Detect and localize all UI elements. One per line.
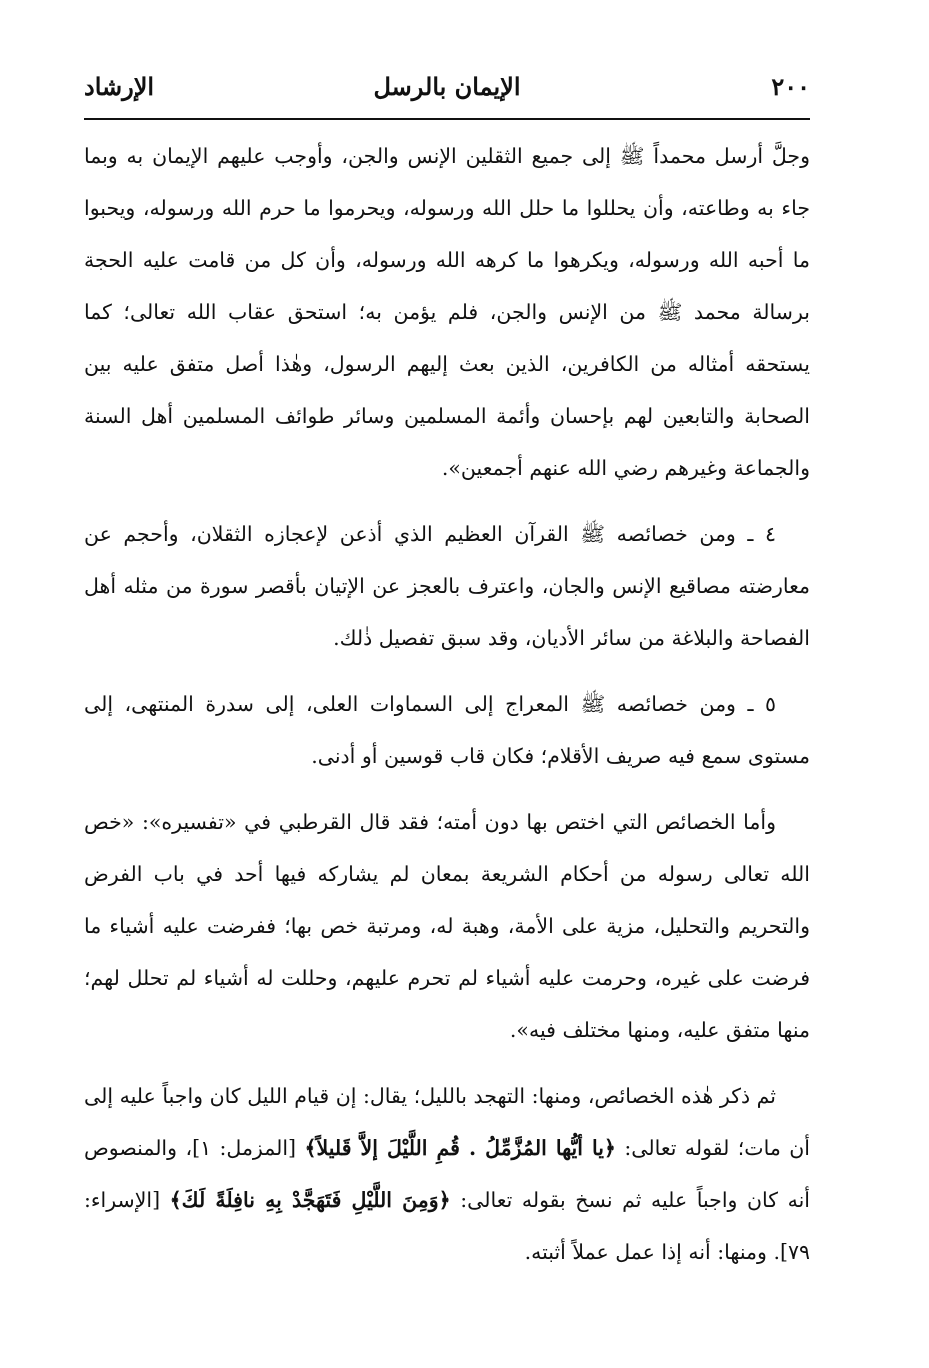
header-rule <box>84 118 810 120</box>
page-body <box>84 130 810 1278</box>
chapter-title: الإيمان بالرسل <box>373 72 521 101</box>
tahajjud-text-3: [الإسراء: ٧٩]. ومنها: أنه إذا عمل عملاً أثبته. <box>84 1188 810 1264</box>
paragraph-tahajjud <box>84 1070 810 1278</box>
tahajjud-text-1: ثم ذكر هٰذه الخصائص، ومنها: التهجد بالليل؛ يقال: إن قيام الليل كان واجباً عليه إلى أن مات؛ لقوله تعالى: <box>84 1084 810 1160</box>
paragraph-feature-5: ٥ ـ ومن خصائصه ﷺ المعراج إلى السماوات العلى، إلى سدرة المنتهى، إلى مستوى سمع فيه صريف الأقلام؛ فكان قاب قوسين أو أدنى. <box>84 692 810 768</box>
tahajjud-text-2: [المزمل: ١]، والمنصوص أنه كان واجباً عليه ثم نسخ بقوله تعالى: <box>84 1136 810 1212</box>
paragraph-qurtubi: وأما الخصائص التي اختص بها دون أمته؛ فقد قال القرطبي في «تفسيره»: «خص الله تعالى رسوله من أحكام الشريعة بمعان لم يشاركه فيها أحد في باب الفرض والتحريم والتحليل، مزية على الأمة، وهبة له، ومرتبة خص بها؛ ففرضت عليه أشياء ما فرضت على غيره، وحرمت عليه أشياء لم تحرم عليهم، وحللت له أشياء لم تحلل لهم؛ منها متفق عليه، ومنها مختلف فيه». <box>84 810 810 1042</box>
book-page <box>84 68 810 1278</box>
paragraph-quote-continuation: وجلَّ أرسل محمداً ﷺ إلى جميع الثقلين الإنس والجن، وأوجب عليهم الإيمان به وبما جاء به وطاعته، وأن يحللوا ما حلل الله ورسوله، ويحرموا ما حرم الله ورسوله، ويحبوا ما أحبه الله ورسوله، ويكرهوا ما كرهه الله ورسوله، وأن كل من قامت عليه الحجة برسالة محمد ﷺ من الإنس والجن، فلم يؤمن به؛ استحق عقاب الله تعالى؛ كما يستحقه أمثاله من الكافرين، الذين بعث إليهم الرسول، وهٰذا أصل متفق عليه بين الصحابة والتابعين لهم بإحسان وأئمة المسلمين وسائر طوائف المسلمين أهل السنة والجماعة وغيرهم رضي الله عنهم أجمعين». <box>84 144 810 480</box>
paragraph-feature-4: ٤ ـ ومن خصائصه ﷺ القرآن العظيم الذي أذعن لإعجازه الثقلان، وأحجم عن معارضته مصاقيع الإنس والجان، واعترف بالعجز عن الإتيان بأقصر سورة من مثله أهل الفصاحة والبلاغة من سائر الأديان، وقد سبق تفصيل ذٰلك. <box>84 522 810 650</box>
quran-verse-isra: ﴿وَمِنَ اللَّيْلِ فَتَهَجَّدْ بِهِ نافِلَةً لَكَ﴾ <box>169 1188 451 1212</box>
page-number: ٢٠٠ <box>771 72 810 101</box>
page-header <box>84 68 810 114</box>
quran-verse-muzzammil: ﴿يا أيُّها المُزَّمِّلُ . قُمِ اللَّيْلَ إلاَّ قَليلاً﴾ <box>304 1136 616 1160</box>
book-title: الإرشاد <box>84 72 155 101</box>
